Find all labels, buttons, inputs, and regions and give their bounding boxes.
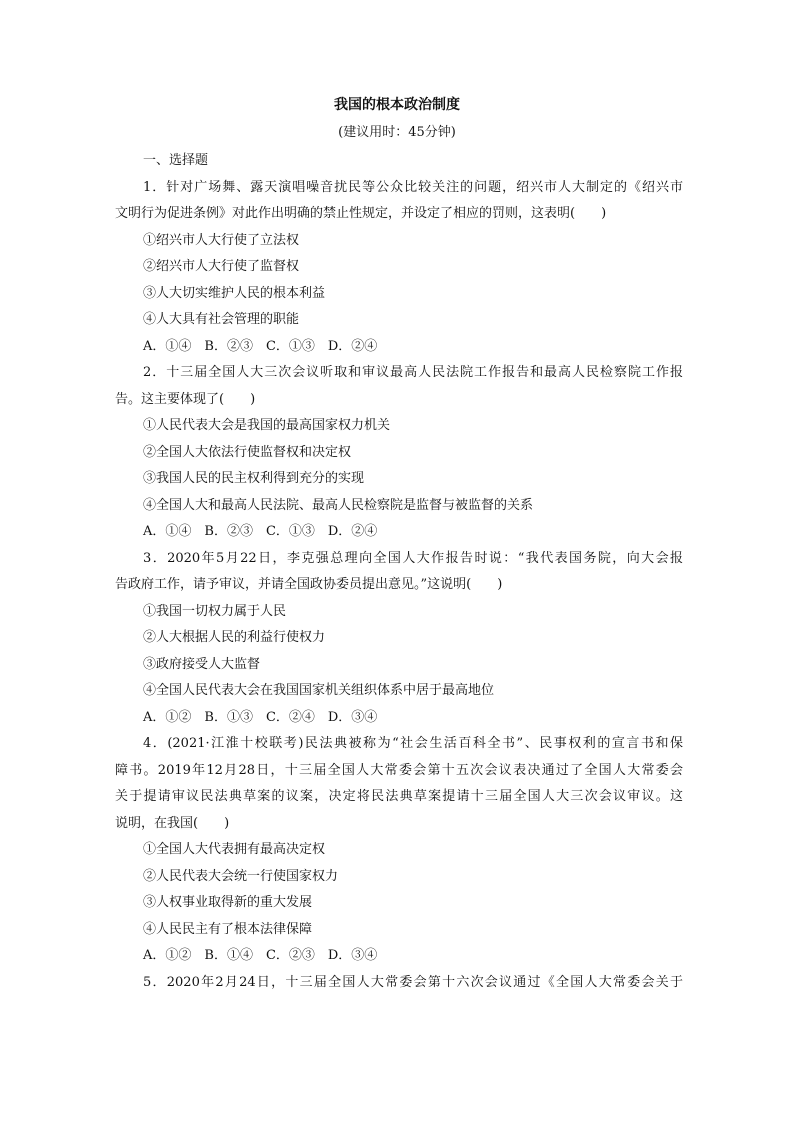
text-line: ③我国人民的民主权利得到充分的实现: [143, 471, 365, 486]
text-line: ③人权事业取得新的重大发展: [143, 895, 313, 910]
text-line: 3．2020年5月22日，李克强总理向全国人大作报告时说：“我代表国务院，向大会报: [143, 550, 683, 566]
text-line: ②人大根据人民的利益行使权力: [143, 630, 326, 645]
text-line: 告。这主要体现了( ): [115, 391, 256, 407]
text-line: ①全国人大代表拥有最高决定权: [143, 842, 326, 857]
text-line: ①人民代表大会是我国的最高国家权力机关: [143, 418, 391, 433]
document-subtitle: (建议用时：45分钟): [338, 125, 456, 140]
text-line: 文明行为促进条例》对此作出明确的禁止性规定，并设定了相应的罚则，这表明( ): [115, 206, 607, 221]
document-title: 我国的根本政治制度: [334, 97, 460, 113]
text-line: ④人民民主有了根本法律保障: [143, 921, 313, 937]
text-line: 一、选择题: [143, 153, 209, 168]
text-line: 告政府工作，请予审议，并请全国政协委员提出意见。”这说明( ): [115, 577, 503, 592]
text-line: ④全国人民代表大会在我国国家机关组织体系中居于最高地位: [143, 683, 495, 698]
text-line: 4．(2021·江淮十校联考)民法典被称为“社会生活百科全书”、民事权利的宣言书和保: [143, 736, 683, 751]
text-line: 5．2020年2月24日，十三届全国人大常委会第十六次会议通过《全国人大常委会关于: [143, 974, 683, 990]
text-line: ④人大具有社会管理的职能: [143, 312, 300, 327]
text-line: 障书。2019年12月28日，十三届全国人大常委会第十五次会议表决通过了全国人大常委会: [115, 762, 683, 778]
text-line: A．①④ B．②③ C．①③ D．②④: [143, 338, 378, 354]
text-line: ④全国人大和最高人民法院、最高人民检察院是监督与被监督的关系: [143, 497, 534, 513]
text-line: 1．针对广场舞、露天演唱噪音扰民等公众比较关注的问题，绍兴市人大制定的《绍兴市: [143, 179, 683, 195]
text-line: A．①④ B．②③ C．①③ D．②④: [143, 524, 378, 539]
text-line: ②绍兴市人大行使了监督权: [143, 259, 300, 274]
text-line: ①绍兴市人大行使了立法权: [143, 232, 300, 248]
text-line: A．①② B．①③ C．②④ D．③④: [143, 709, 378, 725]
text-line: ③人大切实维护人民的根本利益: [143, 285, 326, 301]
text-line: ②全国人大依法行使监督权和决定权: [143, 444, 352, 460]
text-line: 2．十三届全国人大三次会议听取和审议最高人民法院工作报告和最高人民检察院工作报: [143, 365, 683, 380]
text-line: 说明，在我国( ): [115, 815, 230, 831]
text-line: ①我国一切权力属于人民: [143, 603, 287, 619]
text-line: 关于提请审议民法典草案的议案，决定将民法典草案提请十三届全国人大三次会议审议。这: [115, 789, 683, 804]
text-line: ②人民代表大会统一行使国家权力: [143, 868, 339, 884]
document-body: [115, 148, 683, 996]
text-line: ③政府接受人大监督: [143, 656, 261, 672]
text-line: A．①② B．①④ C．②③ D．③④: [143, 948, 378, 963]
